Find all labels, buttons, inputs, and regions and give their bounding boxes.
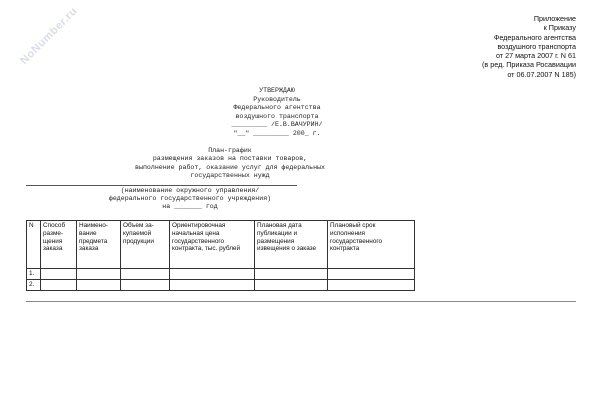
appendix-line: Приложение xyxy=(533,14,576,23)
table-cell xyxy=(41,269,77,280)
col-header-number: N xyxy=(27,221,41,269)
appendix-line: Федерального агентства xyxy=(493,32,576,42)
table-cell xyxy=(255,269,328,280)
table-cell xyxy=(328,269,415,280)
plan-title xyxy=(110,147,350,181)
table-cell xyxy=(77,280,121,291)
appendix-line: от 27 марта 2007 г. N 61 xyxy=(495,51,576,61)
table-cell xyxy=(77,269,121,280)
table-cell xyxy=(121,269,170,280)
table-cell xyxy=(121,280,170,291)
approval-line: Федерального агентства xyxy=(233,104,321,112)
organization-caption xyxy=(70,187,310,212)
organization-caption-line: федерального государственного учреждения) xyxy=(108,195,272,203)
appendix-line: воздушного транспорта xyxy=(497,41,576,51)
col-header-publication-date: Плановая дата публикации и размещения извещения о заказе xyxy=(255,221,328,269)
table-cell xyxy=(170,280,255,291)
approval-line: УТВЕРЖДАЮ xyxy=(259,87,295,94)
plan-title-line: государственных нужд xyxy=(190,172,270,180)
appendix-note xyxy=(396,14,576,79)
appendix-line: от 06.07.2007 N 185) xyxy=(507,69,576,79)
col-header-subject: Наимено-вание предмета заказа xyxy=(77,221,121,269)
plan-title-line: План-график xyxy=(208,147,252,154)
table-cell xyxy=(255,280,328,291)
approval-block xyxy=(222,87,332,139)
col-header-volume: Объем за-купаемой продукции xyxy=(121,221,170,269)
appendix-line: к Приказу xyxy=(543,23,576,33)
plan-title-line: выполнение работ, оказание услуг для федеральных xyxy=(135,163,325,171)
table-row xyxy=(27,269,415,280)
organization-name-line xyxy=(26,185,297,186)
watermark: NoNumber.ru xyxy=(18,5,80,67)
col-header-execution-term: Плановый срок исполнения государственного контракта xyxy=(328,221,415,269)
approval-line: воздушного транспорта xyxy=(235,112,319,120)
approval-signature-line: _________ /Е.В.ВАЧУРИН/ xyxy=(231,121,323,129)
plan-table xyxy=(26,220,415,291)
table-header-row xyxy=(27,221,415,269)
table-row xyxy=(27,280,415,291)
approval-line: Руководитель xyxy=(253,95,301,103)
plan-title-line: размещения заказов на поставки товаров, xyxy=(152,155,308,163)
table-cell xyxy=(170,269,255,280)
table-cell xyxy=(41,280,77,291)
table-cell: 1. xyxy=(27,269,41,280)
col-header-method: Способ разме-щения заказа xyxy=(41,221,77,269)
table-cell xyxy=(328,280,415,291)
approval-date-line: "__" _________ 200_ г. xyxy=(233,129,321,137)
appendix-line: (в ред. Приказа Росавиации xyxy=(482,60,576,70)
col-header-price: Ориентировочная начальная цена государственного контракта, тыс. рублей xyxy=(170,221,255,269)
table-cell: 2. xyxy=(27,280,41,291)
page-divider xyxy=(26,301,576,302)
organization-caption-line: (наименование окружного управления/ xyxy=(120,187,260,194)
year-line: на _______ год xyxy=(162,203,218,211)
